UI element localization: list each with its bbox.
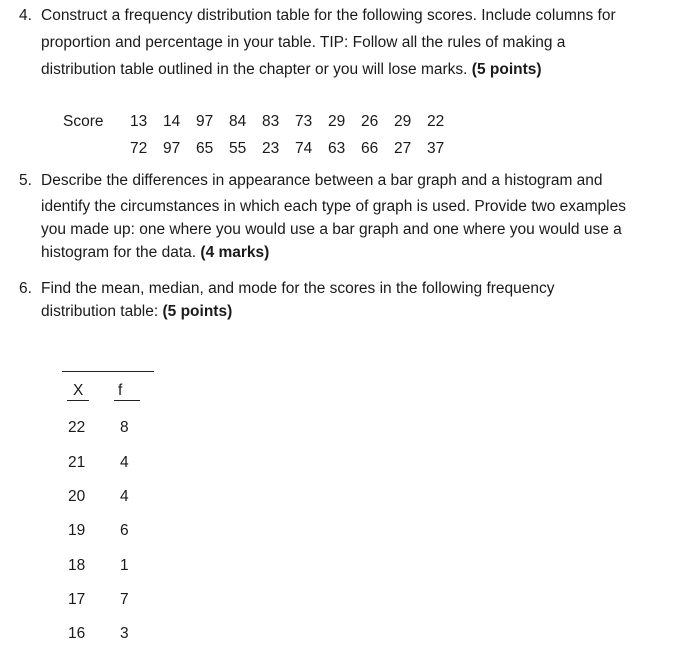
question-5-line-2: identify the circumstances in which each type of graph is used. Provide two examples (41, 198, 626, 215)
score-value: 74 (295, 140, 313, 157)
score-value: 29 (394, 113, 412, 130)
score-value: 83 (262, 113, 280, 130)
score-value: 66 (361, 140, 379, 157)
score-value: 72 (130, 140, 148, 157)
table-cell-x: 21 (68, 454, 86, 471)
question-5-marks: (4 marks) (200, 244, 270, 261)
question-6-line-1: Find the mean, median, and mode for the scores in the following frequency (41, 280, 555, 297)
score-label: Score (63, 113, 104, 130)
table-cell-x: 18 (68, 557, 86, 574)
question-6-line-2-text: distribution table: (41, 303, 159, 320)
score-value: 55 (229, 140, 247, 157)
table-top-rule (62, 371, 154, 372)
scores-row-2 (130, 140, 460, 158)
question-5-line-1: Describe the differences in appearance between a bar graph and a histogram and (41, 172, 603, 189)
question-4-number: 4. (19, 7, 32, 24)
scores-row-1 (130, 113, 460, 131)
table-cell-f: 7 (120, 591, 129, 608)
score-value: 22 (427, 113, 445, 130)
score-value: 65 (196, 140, 214, 157)
question-5-line-4-text: histogram for the data. (41, 244, 197, 261)
table-header-x: X (67, 382, 89, 401)
question-4-line-3 (41, 61, 542, 79)
table-header-f: f (114, 382, 140, 401)
question-5-number: 5. (19, 172, 32, 189)
score-value: 97 (196, 113, 214, 130)
table-cell-x: 16 (68, 625, 86, 642)
table-cell-f: 8 (120, 419, 129, 436)
question-4-line-3-text: distribution table outlined in the chapter or you will lose marks. (41, 61, 468, 78)
table-cell-f: 4 (120, 488, 129, 505)
question-4-line-1: Construct a frequency distribution table for the following scores. Include columns for (41, 7, 616, 24)
score-value: 27 (394, 140, 412, 157)
table-cell-x: 19 (68, 522, 86, 539)
score-value: 14 (163, 113, 181, 130)
question-5-line-3: you made up: one where you would use a bar graph and one where you would use a (41, 221, 622, 238)
score-value: 13 (130, 113, 148, 130)
table-cell-f: 6 (120, 522, 129, 539)
question-6-line-2 (41, 303, 232, 321)
table-cell-x: 20 (68, 488, 86, 505)
score-value: 73 (295, 113, 313, 130)
table-cell-f: 4 (120, 454, 129, 471)
score-value: 37 (427, 140, 445, 157)
table-cell-x: 22 (68, 419, 86, 436)
question-6-number: 6. (19, 280, 32, 297)
score-value: 84 (229, 113, 247, 130)
question-6-points: (5 points) (162, 303, 233, 320)
score-value: 29 (328, 113, 346, 130)
question-5-line-4 (41, 244, 269, 262)
table-cell-f: 3 (120, 625, 129, 642)
score-value: 63 (328, 140, 346, 157)
question-4-points: (5 points) (471, 61, 542, 78)
table-cell-x: 17 (68, 591, 86, 608)
table-cell-f: 1 (120, 557, 129, 574)
question-4-line-2: proportion and percentage in your table. TIP: Follow all the rules of making a (41, 34, 566, 51)
score-value: 23 (262, 140, 280, 157)
score-value: 26 (361, 113, 379, 130)
score-value: 97 (163, 140, 181, 157)
